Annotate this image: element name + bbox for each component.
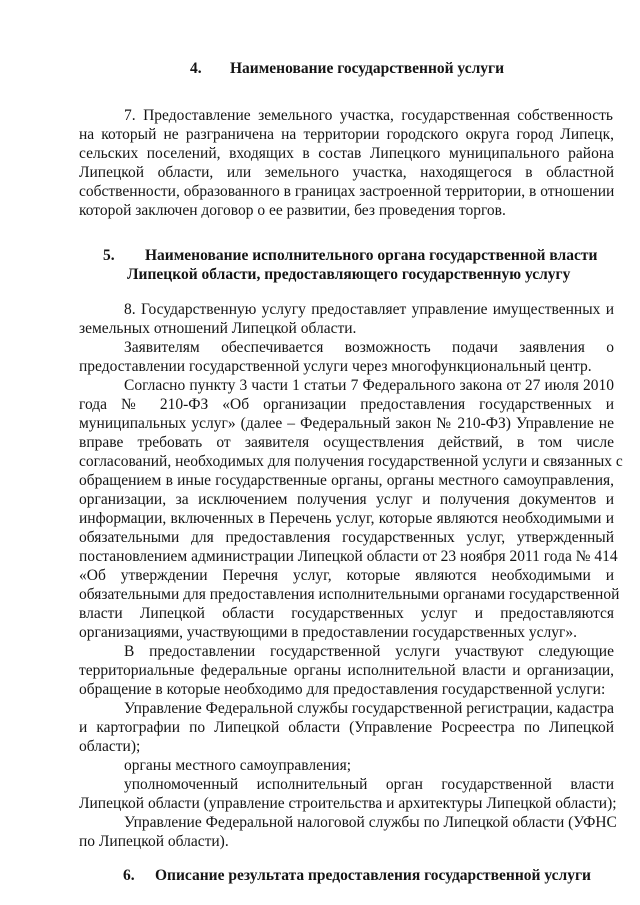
text-line: сельских поселений, входящих в состав Липецкого муниципального района xyxy=(79,145,614,162)
section-5-number: 5. xyxy=(103,247,115,264)
text-line: Согласно пункту 3 части 1 статьи 7 Федерального закона от 27 июля 2010 xyxy=(124,377,614,394)
text-line: обращение в которые необходимо для предоставления государственной услуги: xyxy=(79,681,606,698)
text-line: Управление Федеральной службы государственной регистрации, кадастра xyxy=(124,700,615,717)
section-6-title: Описание результата предоставления государственной услуги xyxy=(155,867,591,884)
section-4-title: Наименование государственной услуги xyxy=(230,60,504,77)
text-line: муниципальных услуг» (далее – Федеральный закон № 210-ФЗ) Управление не xyxy=(79,415,614,432)
text-line: обязательными для предоставления исполнительными органами государственной xyxy=(79,586,620,603)
text-line: обязательными для предоставления государственных услуг, утвержденный xyxy=(79,529,614,546)
section-6-number: 6. xyxy=(123,867,135,884)
text-line: на который не разграничена на территории городского округа город Липецк, xyxy=(79,126,614,143)
text-line: уполномоченный исполнительный орган государственной власти xyxy=(124,776,614,793)
text-line: постановлением администрации Липецкой области от 23 ноября 2011 года № 414 xyxy=(79,548,618,565)
text-line: года № 210-ФЗ «Об организации предоставления государственных и xyxy=(79,396,614,413)
text-line: В предоставлении государственной услуги участвуют следующие xyxy=(124,643,614,660)
text-line: Управление Федеральной налоговой службы по Липецкой области (УФНС xyxy=(124,814,617,831)
text-line: Липецкой области, или земельного участка, находящегося в областной xyxy=(79,164,614,181)
text-line: обращением в иные государственные органы, органы местного самоуправления, xyxy=(79,472,614,489)
text-line: 7. Предоставление земельного участка, государственная собственность xyxy=(124,107,613,124)
text-line: Заявителям обеспечивается возможность подачи заявления о xyxy=(124,339,614,356)
section-5-title-line2: Липецкой области, предоставляющего государственную услугу xyxy=(127,266,571,283)
text-line: органы местного самоуправления; xyxy=(124,757,352,774)
text-line: которой заключен договор о ее развитии, без проведения торгов. xyxy=(79,202,506,219)
text-line: согласований, необходимых для получения государственной услуги и связанных с xyxy=(79,453,623,470)
text-line: Липецкой области (управление строительства и архитектуры Липецкой области); xyxy=(79,795,617,812)
text-line: организациями, участвующими в предоставлении государственных услуг». xyxy=(79,624,578,641)
text-line: организации, за исключением получения услуг и получения документов и xyxy=(79,491,614,508)
section-4-number: 4. xyxy=(190,60,202,77)
text-line: «Об утверждении Перечня услуг, которые являются необходимыми и xyxy=(79,567,614,584)
text-line: земельных отношений Липецкой области. xyxy=(79,320,357,337)
text-line: вправе требовать от заявителя осуществления действий, в том числе xyxy=(79,434,614,451)
text-line: информации, включенных в Перечень услуг, которые являются необходимыми и xyxy=(79,510,614,527)
text-line: и картографии по Липецкой области (Управление Росреестра по Липецкой xyxy=(79,719,614,736)
text-line: по Липецкой области). xyxy=(79,833,229,850)
text-line: собственности, образованного в границах застроенной территории, в отношении xyxy=(79,183,615,200)
text-line: 8. Государственную услугу предоставляет управление имущественных и xyxy=(124,301,614,318)
section-5-title-line1: Наименование исполнительного органа государственной власти xyxy=(145,247,598,264)
text-line: предоставлении государственной услуги через многофункциональный центр. xyxy=(79,358,592,375)
text-line: власти Липецкой области государственных услуг и предоставляются xyxy=(79,605,614,622)
text-line: территориальные федеральные органы исполнительной власти и организации, xyxy=(79,662,614,679)
text-line: области); xyxy=(79,738,141,755)
